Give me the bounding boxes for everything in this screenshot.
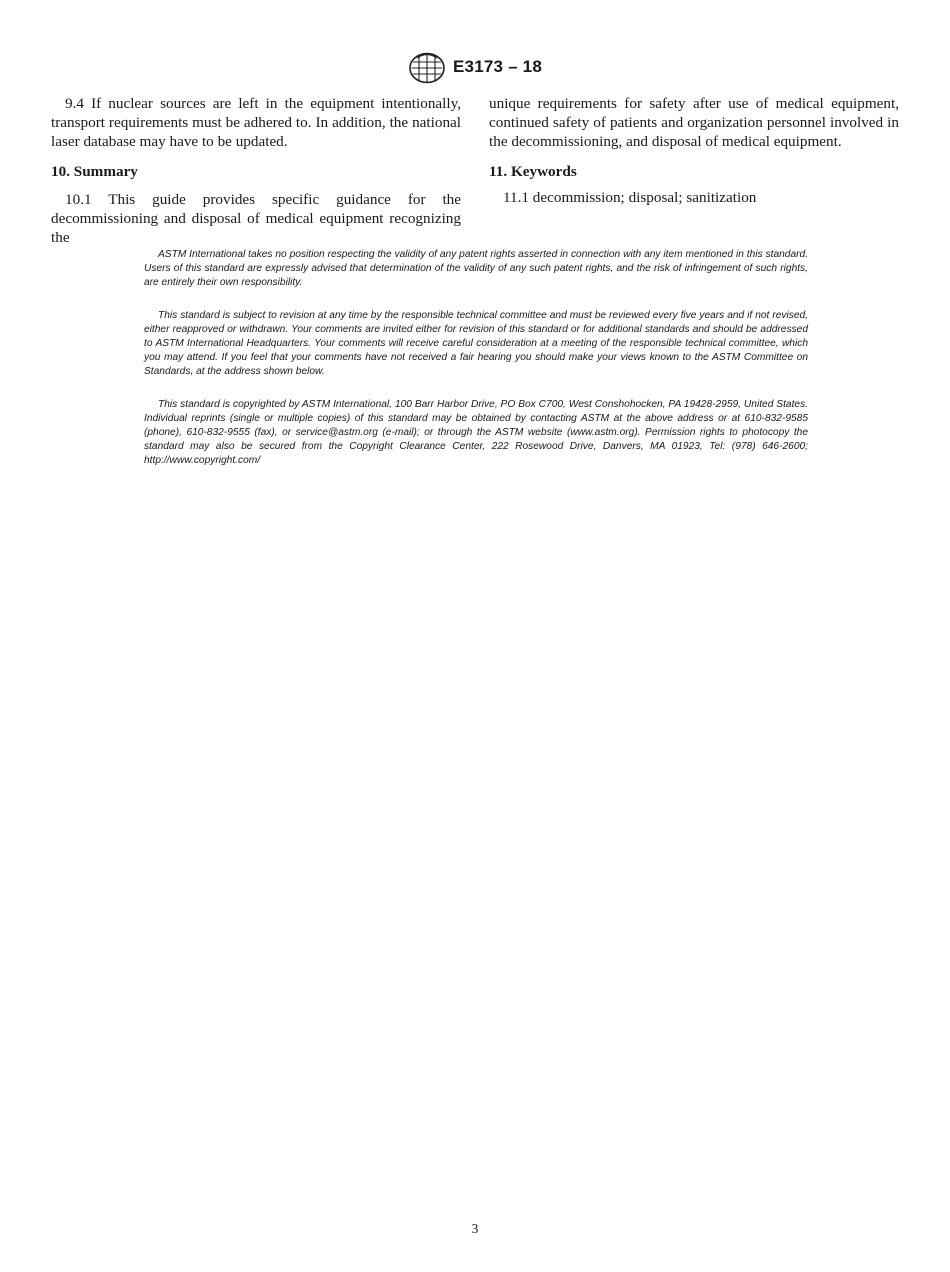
page-number: 3: [471, 1221, 479, 1236]
section-10-1-paragraph-start: 10.1 This guide provides specific guidance for the decommissioning and disposal of medical equipment recognizing the: [51, 191, 461, 246]
patent-notice: [144, 248, 808, 290]
section-10-heading: 10. Summary: [51, 163, 138, 180]
section-11-1-paragraph: 11.1 decommission; disposal; sanitization: [503, 189, 757, 206]
patent-notice-text: ASTM International takes no position respecting the validity of any patent rights asserted in connection with any item mentioned in this standard. Users of this standard are expressly advised that determination of the validity of any such patent rights, and the risk of infringement of such rights, are entirely their own responsibility.: [144, 249, 808, 288]
left-column: [51, 94, 461, 247]
section-11-heading: 11. Keywords: [489, 163, 577, 180]
section-9-4-paragraph: 9.4 If nuclear sources are left in the equipment intentionally, transport requirements must be adhered to. In addition, the national laser database may have to be updated.: [51, 95, 461, 150]
astm-logo-icon: [408, 52, 446, 84]
standard-designation: E3173 – 18: [453, 57, 542, 76]
revision-notice: [144, 309, 808, 379]
section-10-1-paragraph-continued: unique requirements for safety after use of medical equipment, continued safety of patients and organization personnel involved in the decommissioning, and disposal of medical equipment.: [489, 95, 899, 150]
copyright-notice-text: This standard is copyrighted by ASTM International, 100 Barr Harbor Drive, PO Box C700, West Conshohocken, PA 19428-2959, United States. Individual reprints (single or multiple copies) of this standard may be obtained by contacting ASTM at the above address or at 610-832-9585 (phone), 610-832-9555 (fax), or service@astm.org (e-mail); or through the ASTM website (www.astm.org). Permission rights to photocopy the standard may also be secured from the Copyright Clearance Center, 222 Rosewood Drive, Danvers, MA 01923, Tel: (978) 646-2600; http://www.copyright.com/: [144, 399, 808, 466]
right-column: [489, 94, 899, 207]
revision-notice-text: This standard is subject to revision at any time by the responsible technical committee and must be reviewed every five years and if not revised, either reapproved or withdrawn. Your comments are invited either for revision of this standard or for additional standards and should be addressed to ASTM International Headquarters. Your comments will receive careful consideration at a meeting of the responsible technical committee, which you may attend. If you feel that your comments have not received a fair hearing you should make your views known to the ASTM Committee on Standards, at the address shown below.: [144, 310, 808, 377]
copyright-notice: [144, 398, 808, 468]
page-header: [0, 52, 950, 86]
